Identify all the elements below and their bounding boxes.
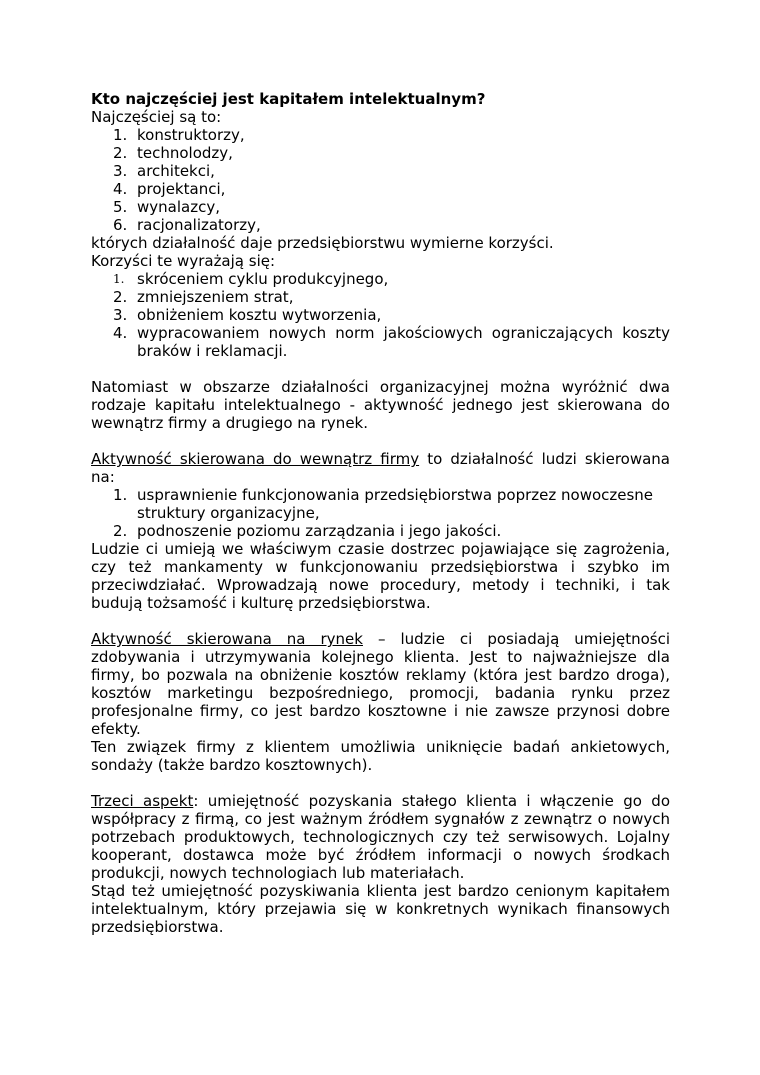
- list-item: [113, 216, 670, 234]
- list-item: [113, 270, 670, 288]
- list-item: [113, 324, 670, 360]
- paragraph-market-relation: Ten związek firmy z klientem umożliwia uniknięcie badań ankietowych, sondaży (także bardzo kosztownych).: [91, 738, 670, 774]
- list-number: 1.: [113, 486, 128, 504]
- list-item: [113, 162, 670, 180]
- list-item-text: wynalazcy,: [137, 198, 220, 216]
- benefits-intro: Korzyści te wyrażają się:: [91, 252, 276, 270]
- list-item: [113, 126, 670, 144]
- list-number: 1.: [113, 126, 128, 144]
- list-item: [113, 306, 670, 324]
- list-number: 4.: [113, 324, 128, 342]
- list-number: 2.: [113, 288, 128, 306]
- list-item-text: technolodzy,: [137, 144, 233, 162]
- market-heading: Aktywność skierowana na rynek: [91, 630, 363, 648]
- list-number: 6.: [113, 216, 128, 234]
- list-item: [113, 522, 670, 540]
- list-item-text: skróceniem cyklu produkcyjnego,: [137, 270, 389, 288]
- list-item-text: architekci,: [137, 162, 215, 180]
- intro-text: Najczęściej są to:: [91, 108, 222, 126]
- after-list-text: których działalność daje przedsiębiorstwu wymierne korzyści.: [91, 234, 554, 252]
- internal-list: [91, 486, 670, 540]
- list-number: 3.: [113, 162, 128, 180]
- list-item-text: racjonalizatorzy,: [137, 216, 261, 234]
- list-item-text: usprawnienie funkcjonowania przedsiębiorstwa poprzez nowoczesne struktury organizacyjne,: [137, 486, 654, 522]
- paragraph-internal: [91, 450, 670, 486]
- list-item-text: podnoszenie poziomu zarządzania i jego jakości.: [137, 522, 502, 540]
- paragraph-organization: Natomiast w obszarze działalności organizacyjnej można wyróżnić dwa rodzaje kapitału intelektualnego - aktywność jednego jest skierowana do wewnątrz firmy a drugiego na rynek.: [91, 378, 670, 432]
- market-heading-rest: – ludzie ci posiadają umiejętności zdobywania i utrzymywania kolejnego klienta. Jest to najważniejsze dla firmy, bo pozwala na obniżenie kosztów reklamy (która jest bardzo droga), kosztów marketingu bezpośredniego, promocji, badania rynku przez profesjonalne firmy, co jest bardzo kosztowne i nie zawsze przynosi dobre efekty.: [91, 630, 671, 738]
- list-item: [113, 288, 670, 306]
- document-page: [91, 90, 670, 936]
- list-number: 3.: [113, 306, 128, 324]
- paragraph-third-conclusion: Stąd też umiejętność pozyskiwania klienta jest bardzo cenionym kapitałem intelektualnym, który przejawia się w konkretnych wynikach finansowych przedsiębiorstwa.: [91, 882, 670, 936]
- list-number: 2.: [113, 144, 128, 162]
- paragraph-third: [91, 792, 670, 882]
- internal-heading: Aktywność skierowana do wewnątrz firmy: [91, 450, 420, 468]
- list-number: 5.: [113, 198, 128, 216]
- internal-heading-rest: to działalność ludzi skierowana na:: [91, 450, 670, 486]
- list-number: 1.: [113, 272, 125, 286]
- third-heading: Trzeci aspekt: [91, 792, 194, 810]
- list-item: [113, 486, 670, 522]
- list-item-text: obniżeniem kosztu wytworzenia,: [137, 306, 382, 324]
- list-item-text: wypracowaniem nowych norm jakościowych ograniczających koszty braków i reklamacji.: [137, 324, 670, 360]
- paragraph-internal-people: Ludzie ci umieją we właściwym czasie dostrzec pojawiające się zagrożenia, czy też mankamenty w funkcjonowaniu przedsiębiorstwa i szybko im przeciwdziałać. Wprowadzają nowe procedury, metody i techniki, i tak budują tożsamość i kulturę przedsiębiorstwa.: [91, 540, 670, 612]
- professions-list: [91, 126, 670, 234]
- benefits-list: [91, 270, 670, 360]
- list-item: [113, 198, 670, 216]
- list-item-text: projektanci,: [137, 180, 226, 198]
- list-item-text: konstruktorzy,: [137, 126, 245, 144]
- list-item-text: zmniejszeniem strat,: [137, 288, 294, 306]
- list-item: [113, 180, 670, 198]
- list-number: 2.: [113, 522, 128, 540]
- paragraph-market: [91, 630, 670, 738]
- third-heading-rest: : umiejętność pozyskania stałego klienta i włączenie go do współpracy z firmą, co jest ważnym źródłem sygnałów z zewnątrz o nowych potrzebach produktowych, technologicznych czy też serwisowych. Lojalny kooperant, dostawca może być źródłem informacji o nowych środkach produkcji, nowych technologiach lub materiałach.: [91, 792, 670, 882]
- document-title: Kto najczęściej jest kapitałem intelektualnym?: [91, 90, 486, 108]
- list-item: [113, 144, 670, 162]
- list-number: 4.: [113, 180, 128, 198]
